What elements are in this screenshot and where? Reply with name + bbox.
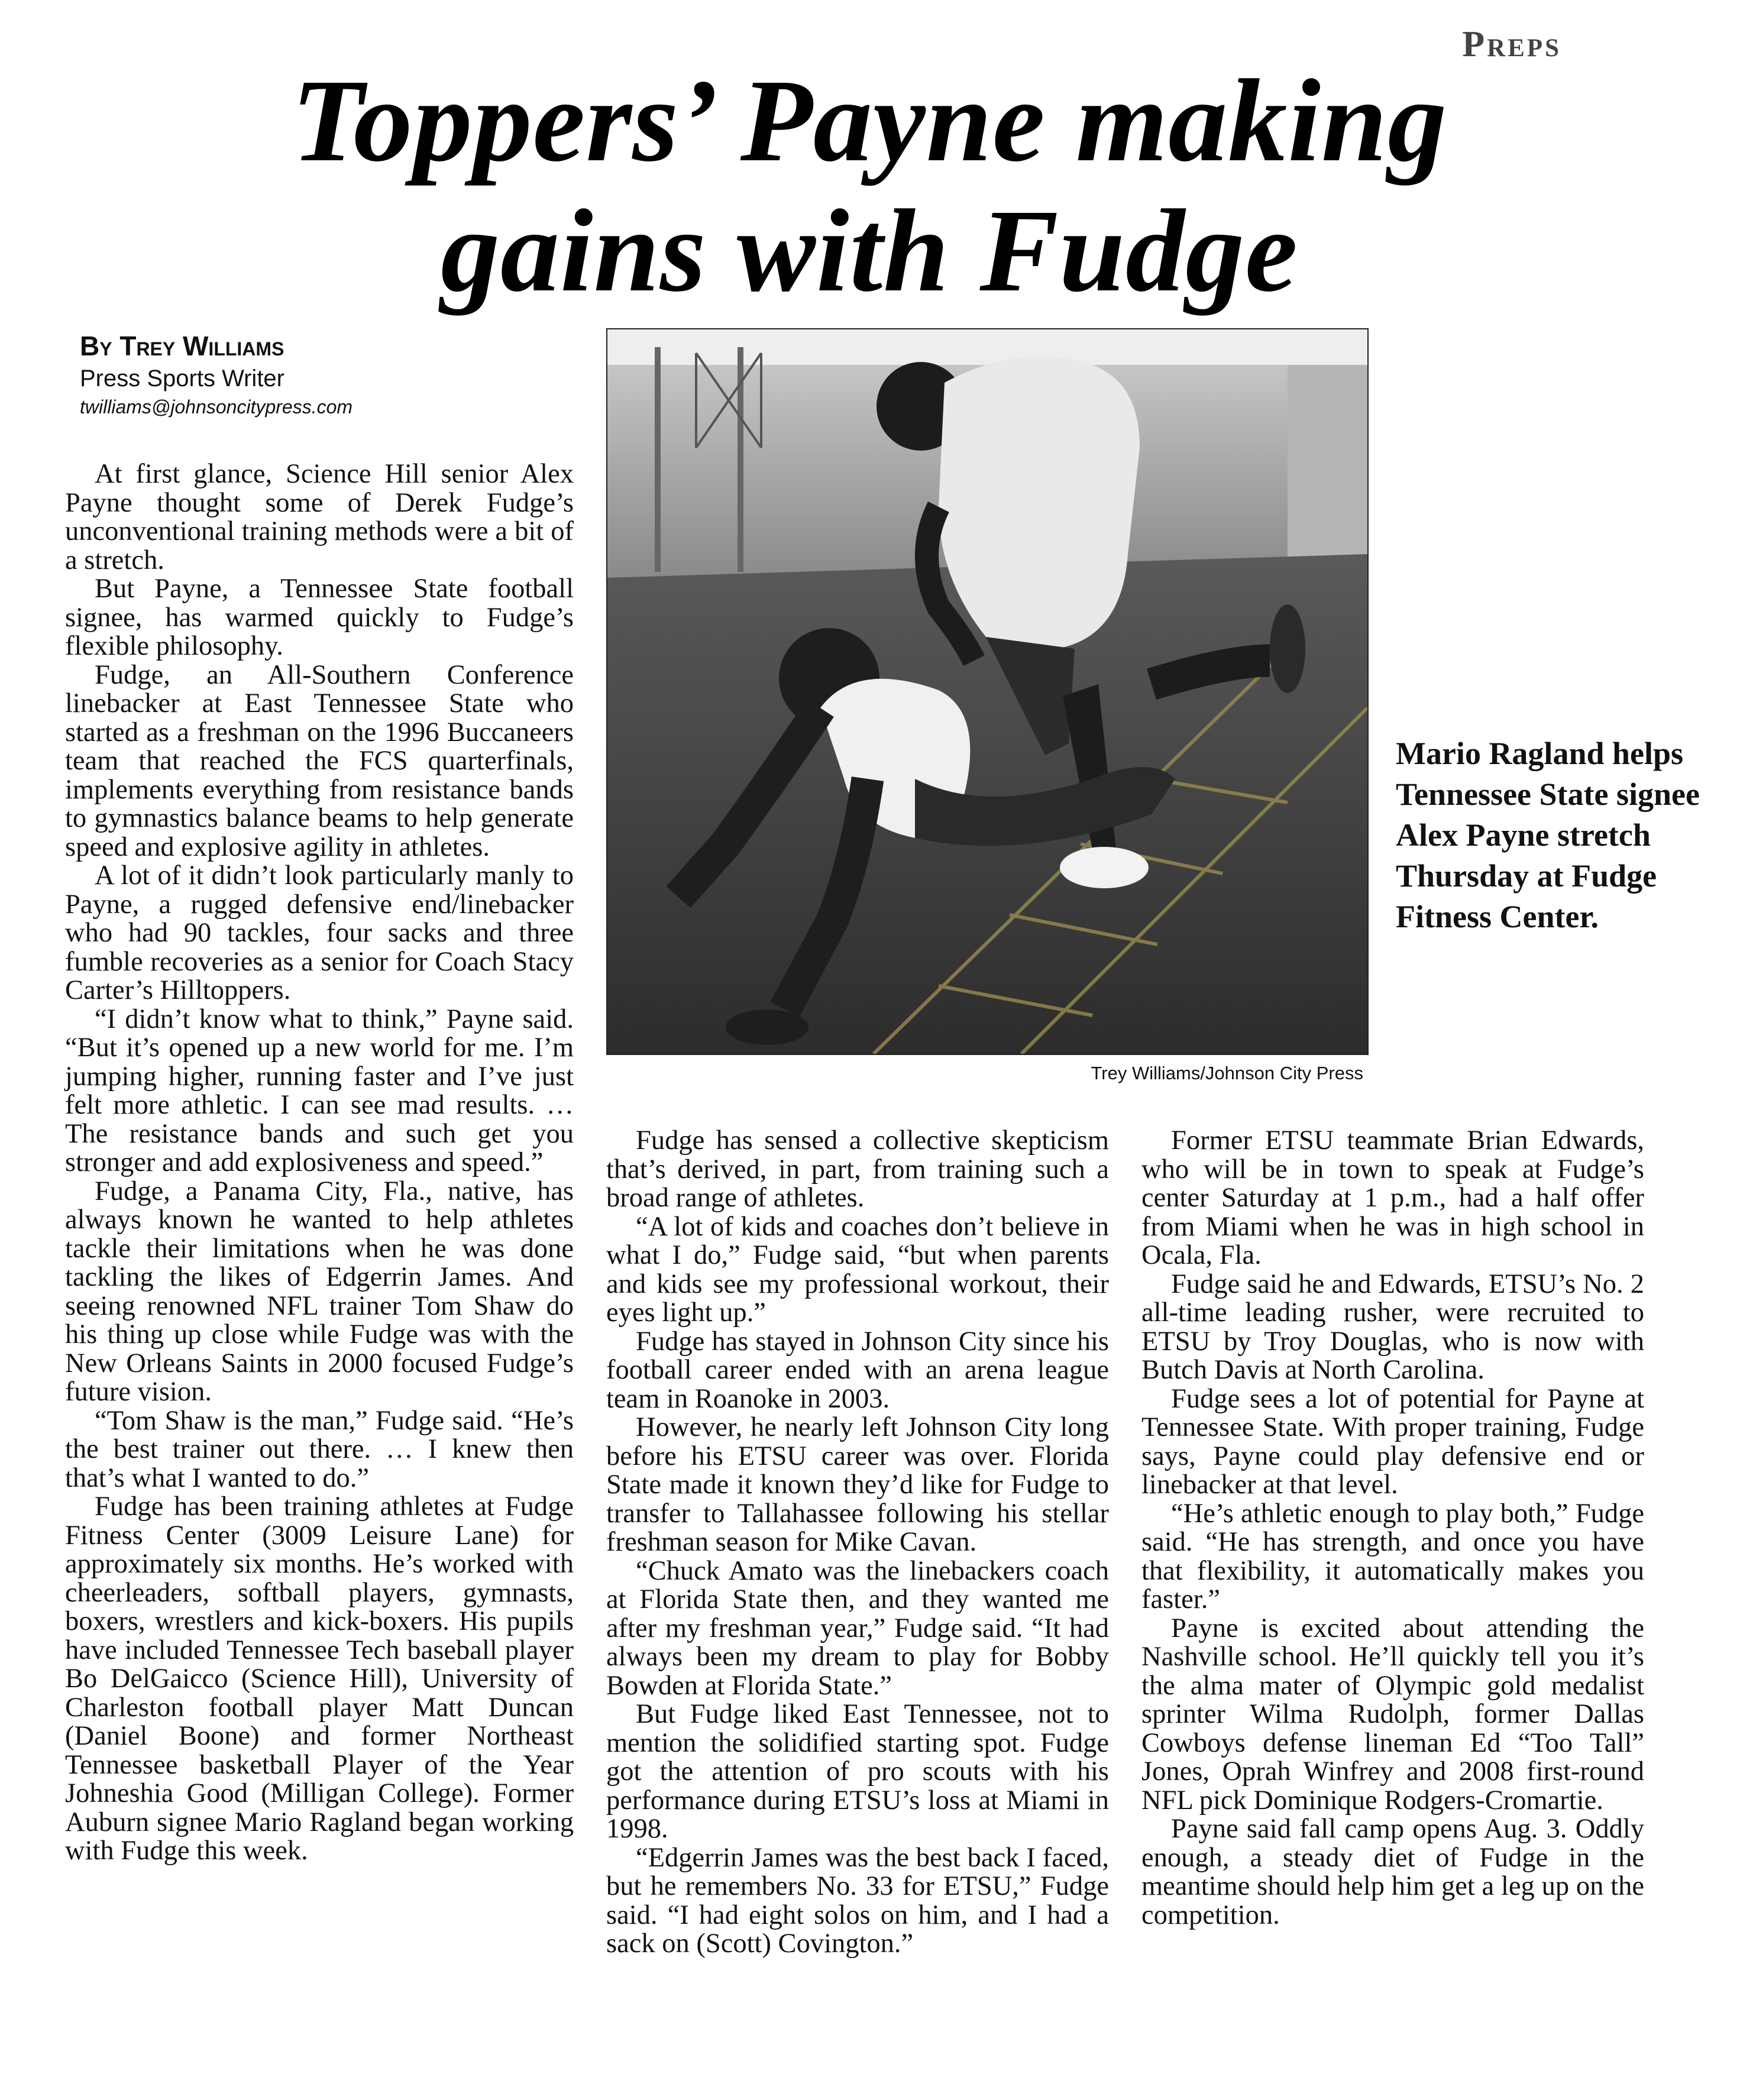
- headline: [177, 56, 1561, 316]
- photo-credit: Trey Williams/Johnson City Press: [1091, 1063, 1363, 1083]
- paragraph: “Edgerrin James was the best back I faced, but he remembers No. 33 for ETSU,” Fudge said. “I had eight solos on him, and I had a sack on (Scott) Covington.”: [606, 1842, 1109, 1959]
- paragraph: Fudge sees a lot of potential for Payne at Tennessee State. With proper training, Fudge says, Payne could play defensive end or linebacker at that level.: [1141, 1383, 1644, 1500]
- paragraph: Fudge has been training athletes at Fudge Fitness Center (3009 Leisure Lane) for approximately six months. He’s worked with cheerleaders, softball players, gymnasts, boxers, wrestlers and kick-boxers. His pupils have included Tennessee Tech baseball player Bo DelGaicco (Science Hill), University of Charleston football player Matt Duncan (Daniel Boone) and former Northeast Tennessee basketball Player of the Year Johneshia Good (Milligan College). Former Auburn signee Mario Ragland began working with Fudge this week.: [65, 1491, 574, 1866]
- article-column-3: [1141, 1127, 1644, 1930]
- paragraph: “A lot of kids and coaches don’t believe in what I do,” Fudge said, “but when parents and kids see my professional workout, their eyes light up.”: [606, 1211, 1109, 1328]
- paragraph: A lot of it didn’t look particularly manly to Payne, a rugged defensive end/linebacker who had 90 tackles, four sacks and three fumble recoveries as a senior for Coach Stacy Carter’s Hilltoppers.: [65, 860, 574, 1005]
- paragraph: But Fudge liked East Tennessee, not to mention the solidified starting spot. Fudge got the attention of pro scouts with his performance during ETSU’s loss at Miami in 1998.: [606, 1699, 1109, 1844]
- paragraph: “He’s athletic enough to play both,” Fudge said. “He has strength, and once you have that flexibility, it automatically makes you faster.”: [1141, 1498, 1644, 1614]
- paragraph: Former ETSU teammate Brian Edwards, who will be in town to speak at Fudge’s center Saturday at 1 p.m., had a half offer from Miami when he was in high school in Ocala, Fla.: [1141, 1125, 1644, 1270]
- byline-role: Press Sports Writer: [80, 365, 284, 391]
- section-tag: Preps: [1462, 24, 1561, 64]
- paragraph: Fudge has sensed a collective skepticism that’s derived, in part, from training such a broad range of athletes.: [606, 1125, 1109, 1213]
- photo-caption: Mario Ragland helps Tennessee State signee Alex Payne stretch Thursday at Fudge Fitness Center.: [1396, 736, 1700, 934]
- paragraph: At first glance, Science Hill senior Alex Payne thought some of Derek Fudge’s unconventional training methods were a bit of a stretch.: [65, 459, 574, 575]
- paragraph: “Tom Shaw is the man,” Fudge said. “He’s the best trainer out there. … I knew then that’s what I wanted to do.”: [65, 1405, 574, 1493]
- paragraph: Fudge has stayed in Johnson City since his football career ended with an arena league team in Roanoke in 2003.: [606, 1326, 1109, 1414]
- paragraph: Fudge, an All-Southern Conference linebacker at East Tennessee State who started as a freshman on the 1996 Buccaneers team that reached the FCS quarterfinals, implements everything from resistance bands to gymnastics balance beams to help generate speed and explosive agility in athletes.: [65, 659, 574, 862]
- article-photo: [606, 328, 1369, 1055]
- paragraph: Payne said fall camp opens Aug. 3. Oddly enough, a steady diet of Fudge in the meantime should help him get a leg up on the competition.: [1141, 1814, 1644, 1930]
- paragraph: Fudge said he and Edwards, ETSU’s No. 2 all-time leading rusher, were recruited to ETSU by Troy Douglas, who is now with Butch Davis at North Carolina.: [1141, 1269, 1644, 1385]
- article-column-2: [606, 1127, 1109, 1959]
- byline-email: twilliams@johnsoncitypress.com: [80, 396, 353, 418]
- byline-author: By Trey Williams: [80, 331, 284, 361]
- paragraph: Fudge, a Panama City, Fla., native, has always known he wanted to help athletes tackle their limitations when he was done tackling the likes of Edgerrin James. And seeing renowned NFL trainer Tom Shaw do his thing up close while Fudge was with the New Orleans Saints in 2000 focused Fudge’s future vision.: [65, 1176, 574, 1407]
- paragraph: However, he nearly left Johnson City long before his ETSU career was over. Florida State made it known they’d like for Fudge to transfer to Tallahassee following his stellar freshman season for Mike Cavan.: [606, 1412, 1109, 1557]
- paragraph: Payne is excited about attending the Nashville school. He’ll quickly tell you it’s the alma mater of Olympic gold medalist sprinter Wilma Rudolph, former Dallas Cowboys defense lineman Ed “Too Tall” Jones, Oprah Winfrey and 2008 first-round NFL pick Dominique Rodgers-Cromartie.: [1141, 1613, 1644, 1816]
- headline-line-2: gains with Fudge: [441, 186, 1298, 316]
- paragraph: “Chuck Amato was the linebackers coach at Florida State then, and they wanted me after my freshman year,” Fudge said. “It had always been my dream to play for Bobby Bowden at Florida State.”: [606, 1555, 1109, 1701]
- photo-illustration: [607, 329, 1367, 1054]
- article-column-1: [65, 460, 574, 1866]
- byline: [80, 328, 583, 420]
- headline-line-1: Toppers’ Payne making: [291, 56, 1448, 186]
- paragraph: But Payne, a Tennessee State football signee, has warmed quickly to Fudge’s flexible philosophy.: [65, 574, 574, 661]
- paragraph: “I didn’t know what to think,” Payne said. “But it’s opened up a new world for me. I’m jumping higher, running faster and I’ve just felt more athletic. I can see mad results. … The resistance bands and such get you stronger and add explosiveness and speed.”: [65, 1004, 574, 1177]
